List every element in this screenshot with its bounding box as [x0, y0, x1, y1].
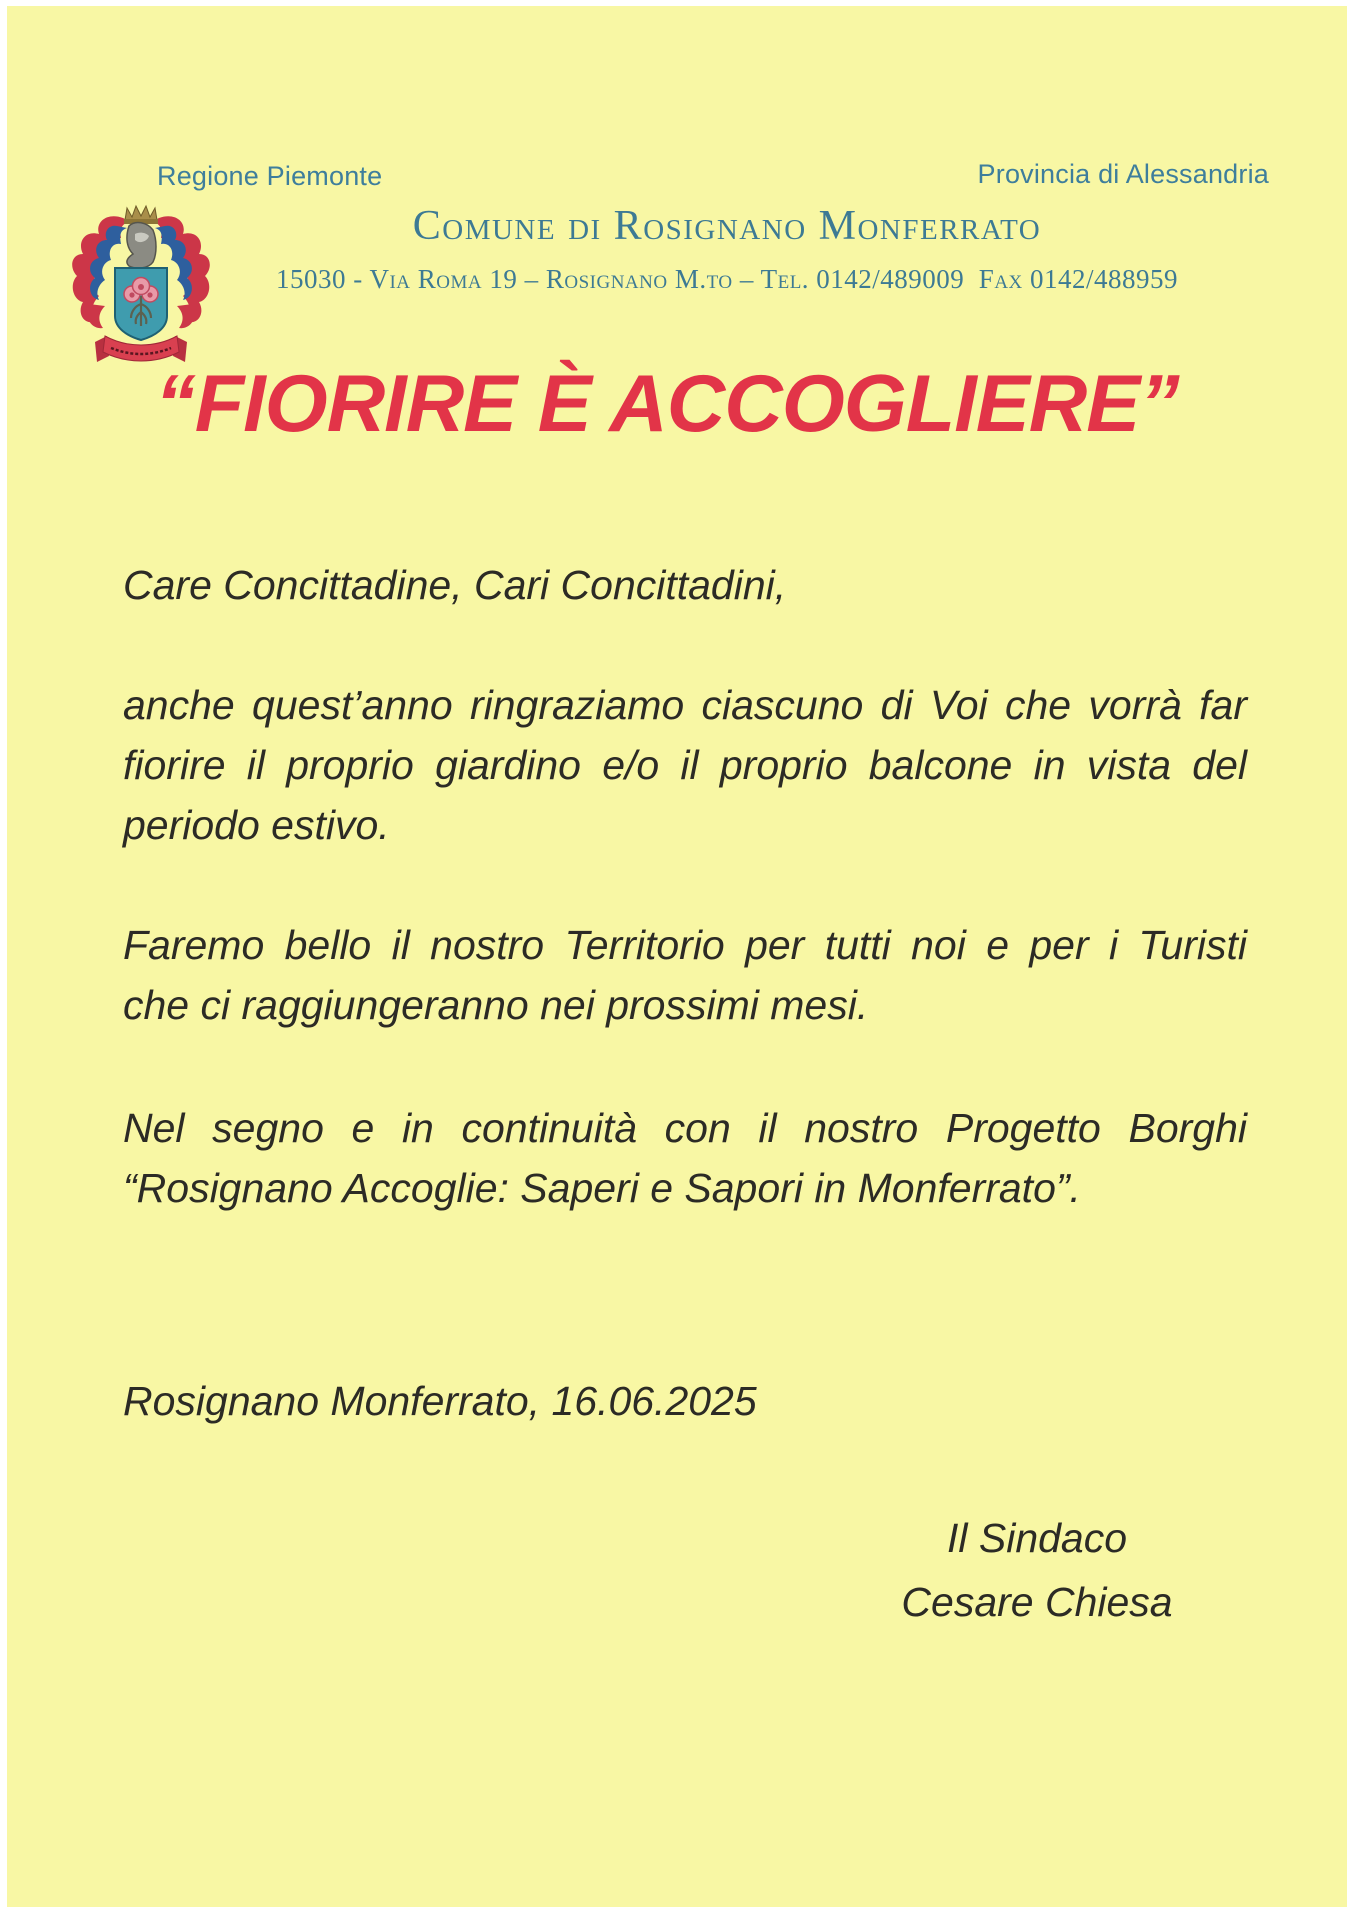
region-label: Regione Piemonte [157, 161, 383, 191]
paragraph-line: che ci raggiungeranno nei prossimi mesi. [123, 982, 869, 1028]
helmet-icon [127, 223, 156, 269]
paragraph-line: fiorire il proprio giardino e/o il proprio balcone in vista del [123, 742, 1247, 788]
paragraph-line: anche quest’anno ringraziamo ciascuno di Voi che vorrà far [123, 682, 1247, 728]
paragraph-line: periodo estivo. [123, 802, 390, 848]
salutation: Care Concittadine, Cari Concittadini, [123, 562, 787, 608]
paragraph-line: Nel segno e in continuità con il nostro Progetto Borghi [123, 1105, 1247, 1151]
municipality-name: Comune di Rosignano Monferrato [412, 203, 1042, 249]
crown-icon [124, 206, 158, 224]
paragraph-line: Faremo bello il nostro Territorio per tutti noi e per i Turisti [123, 922, 1247, 968]
paragraph-1 [123, 675, 1247, 855]
letter-title: “FIORIRE È ACCOGLIERE” [155, 359, 1179, 449]
signature-block [807, 1506, 1267, 1634]
paragraph-line: “Rosignano Accoglie: Saperi e Sapori in Monferrato”. [123, 1165, 1081, 1211]
province-label: Provincia di Alessandria [977, 159, 1269, 189]
paragraph-3 [123, 1098, 1247, 1218]
shield-icon [115, 268, 167, 340]
signature-role: Il Sindaco [946, 1515, 1128, 1561]
signature-name: Cesare Chiesa [901, 1579, 1173, 1625]
letter-paper [7, 6, 1347, 1907]
dateline: Rosignano Monferrato, 16.06.2025 [123, 1378, 757, 1424]
paragraph-2 [123, 915, 1247, 1035]
municipality-address: 15030 - Via Roma 19 – Rosignano M.to – Tel. 0142/489009 Fax 0142/488959 [275, 264, 1179, 294]
